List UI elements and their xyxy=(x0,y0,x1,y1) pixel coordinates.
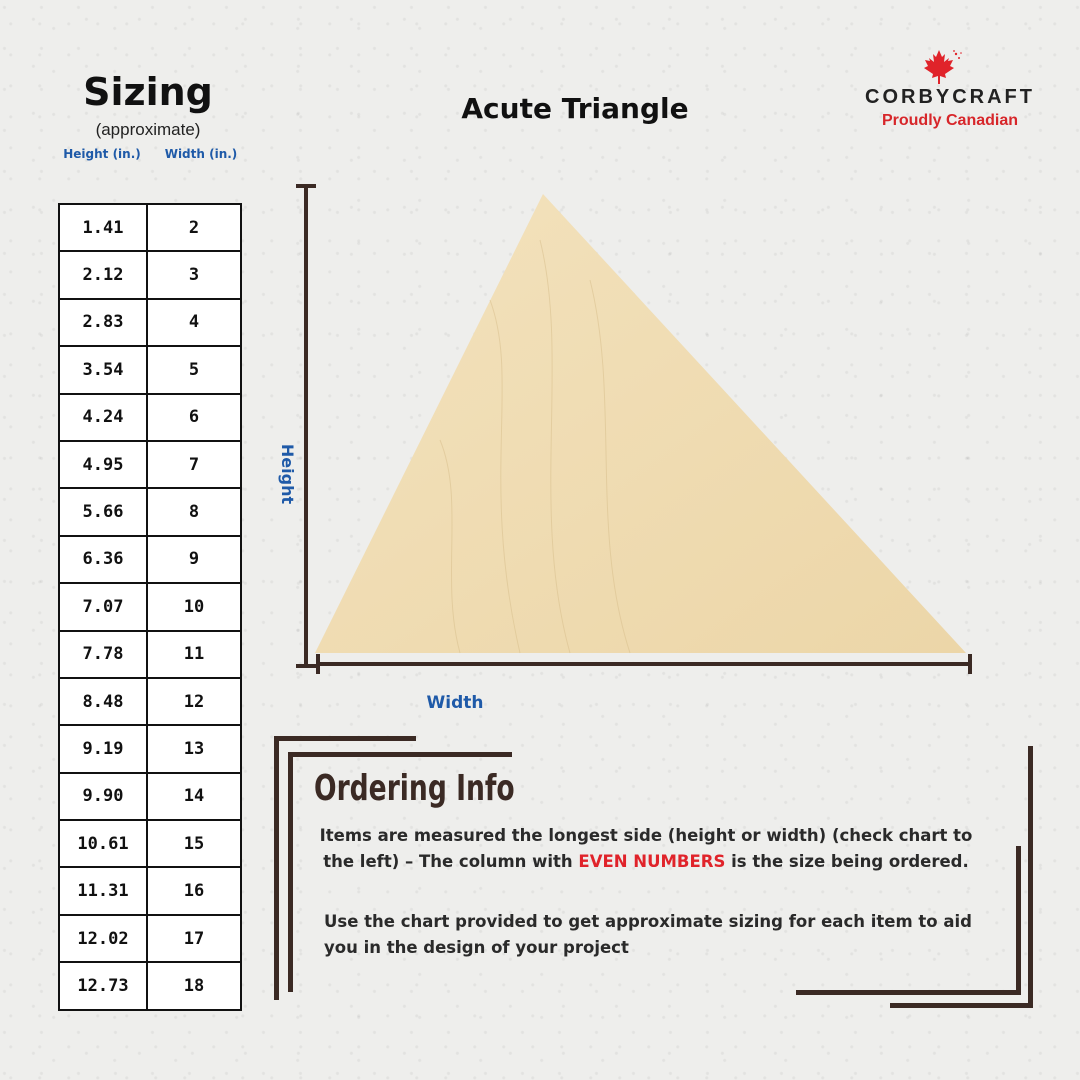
sizing-title: Sizing xyxy=(83,70,213,114)
width-cell: 8 xyxy=(147,488,241,535)
width-cell: 5 xyxy=(147,346,241,393)
table-row xyxy=(59,867,241,914)
table-row xyxy=(59,583,241,630)
table-row xyxy=(59,488,241,535)
height-cell: 12.02 xyxy=(59,915,147,962)
table-row xyxy=(59,678,241,725)
width-cell: 12 xyxy=(147,678,241,725)
table-row xyxy=(59,441,241,488)
height-cell: 9.90 xyxy=(59,773,147,820)
frame-top-left-inner xyxy=(288,752,512,757)
frame-bottom-inner xyxy=(796,990,1021,995)
table-row xyxy=(59,536,241,583)
height-cell: 12.73 xyxy=(59,962,147,1009)
ordering-info-paragraph-1 xyxy=(316,823,976,875)
table-row xyxy=(59,299,241,346)
table-row xyxy=(59,631,241,678)
height-cell: 8.48 xyxy=(59,678,147,725)
width-dimension-line xyxy=(318,654,970,674)
width-column-header: Width (in.) xyxy=(164,147,238,161)
triangle-diagram xyxy=(290,180,990,680)
height-dimension-line xyxy=(296,186,316,666)
frame-top-left-outer xyxy=(274,736,416,741)
ordering-info-paragraph-2: Use the chart provided to get approximate sizing for each item to aid you in the design of your project xyxy=(324,912,972,957)
width-cell: 9 xyxy=(147,536,241,583)
shape-title: Acute Triangle xyxy=(461,92,689,125)
width-cell: 11 xyxy=(147,631,241,678)
table-row xyxy=(59,725,241,772)
sizing-subtitle: (approximate) xyxy=(95,120,201,139)
height-cell: 6.36 xyxy=(59,536,147,583)
ordering-p1-after: is the size being ordered. xyxy=(725,852,969,871)
height-cell: 4.24 xyxy=(59,394,147,441)
table-row xyxy=(59,346,241,393)
table-row xyxy=(59,204,241,251)
width-cell: 3 xyxy=(147,251,241,298)
height-cell: 7.78 xyxy=(59,631,147,678)
height-column-header: Height (in.) xyxy=(63,147,141,161)
height-cell: 2.83 xyxy=(59,299,147,346)
triangle-shape xyxy=(315,194,966,653)
frame-left-outer xyxy=(274,736,279,1000)
width-cell: 7 xyxy=(147,441,241,488)
ordering-p1-before: Items are measured the longest side (height or width) (check chart to the left) – The column with xyxy=(319,826,973,871)
width-cell: 4 xyxy=(147,299,241,346)
width-cell: 17 xyxy=(147,915,241,962)
height-cell: 7.07 xyxy=(59,583,147,630)
width-cell: 15 xyxy=(147,820,241,867)
height-cell: 11.31 xyxy=(59,867,147,914)
height-cell: 2.12 xyxy=(59,251,147,298)
width-cell: 18 xyxy=(147,962,241,1009)
brand-tagline: Proudly Canadian xyxy=(881,112,1019,129)
width-cell: 16 xyxy=(147,867,241,914)
table-row xyxy=(59,251,241,298)
sizing-table xyxy=(58,203,242,1011)
height-cell: 10.61 xyxy=(59,820,147,867)
table-row xyxy=(59,820,241,867)
width-cell: 13 xyxy=(147,725,241,772)
height-label: Height xyxy=(278,443,297,505)
width-cell: 2 xyxy=(147,204,241,251)
frame-right-inner xyxy=(1016,846,1021,994)
table-row xyxy=(59,773,241,820)
height-cell: 5.66 xyxy=(59,488,147,535)
width-label: Width xyxy=(426,693,484,713)
height-cell: 9.19 xyxy=(59,725,147,772)
frame-bottom-outer xyxy=(890,1003,1033,1008)
width-cell: 14 xyxy=(147,773,241,820)
table-row xyxy=(59,915,241,962)
table-row xyxy=(59,394,241,441)
frame-left-inner xyxy=(288,752,293,992)
width-cell: 10 xyxy=(147,583,241,630)
even-numbers-highlight: EVEN NUMBERS xyxy=(578,852,726,871)
brand-name: CORBYCRAFT xyxy=(865,86,1035,108)
height-cell: 4.95 xyxy=(59,441,147,488)
frame-right-outer xyxy=(1028,746,1033,1008)
ordering-info-title: Ordering Info xyxy=(314,768,515,809)
width-cell: 6 xyxy=(147,394,241,441)
height-cell: 3.54 xyxy=(59,346,147,393)
height-cell: 1.41 xyxy=(59,204,147,251)
maple-leaf-icon xyxy=(918,48,964,86)
table-row xyxy=(59,962,241,1009)
